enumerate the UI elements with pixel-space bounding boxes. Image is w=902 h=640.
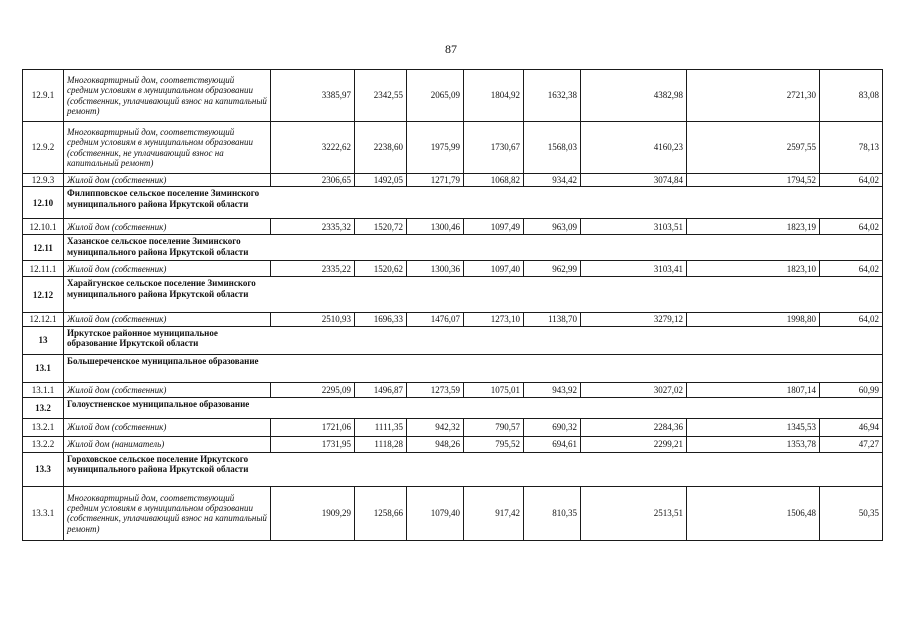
table-row [23, 436, 883, 452]
value-cell: 1079,40 [407, 486, 464, 540]
row-code: 13.2.2 [23, 436, 64, 452]
value-cell: 1804,92 [464, 70, 524, 122]
row-description: Жилой дом (собственник) [64, 261, 271, 277]
table-row [23, 418, 883, 436]
section-title-text: Большереченское муниципальное образование [67, 355, 259, 366]
value-cell: 790,57 [464, 418, 524, 436]
value-cell: 47,27 [820, 436, 883, 452]
value-cell: 1273,59 [407, 382, 464, 397]
value-cell: 1300,36 [407, 261, 464, 277]
value-cell: 3385,97 [271, 70, 355, 122]
row-code: 12.12 [23, 277, 64, 313]
value-cell: 2721,30 [687, 70, 820, 122]
value-cell: 1111,35 [355, 418, 407, 436]
value-cell: 50,35 [820, 486, 883, 540]
value-cell: 1353,78 [687, 436, 820, 452]
value-cell: 64,02 [820, 219, 883, 235]
value-cell: 1097,40 [464, 261, 524, 277]
value-cell: 2335,32 [271, 219, 355, 235]
row-description: Многоквартирный дом, соответствующий средним условиям в муниципальном образовании (собственник, уплачивающий взнос на капитальный ремонт) [64, 70, 271, 122]
row-description: Жилой дом (наниматель) [64, 436, 271, 452]
value-cell: 962,99 [524, 261, 581, 277]
value-cell: 4382,98 [581, 70, 687, 122]
row-code: 12.11.1 [23, 261, 64, 277]
section-title-text: Иркутское районное муниципальное образование Иркутской области [67, 327, 218, 349]
value-cell: 1492,05 [355, 174, 407, 187]
value-cell: 2342,55 [355, 70, 407, 122]
value-cell: 64,02 [820, 174, 883, 187]
section-title [64, 277, 883, 313]
value-cell: 78,13 [820, 122, 883, 174]
row-code: 13.1.1 [23, 382, 64, 397]
value-cell: 2510,93 [271, 313, 355, 326]
page-number: 87 [445, 42, 457, 56]
value-cell: 1730,67 [464, 122, 524, 174]
value-cell: 3103,51 [581, 219, 687, 235]
value-cell: 2597,55 [687, 122, 820, 174]
value-cell: 1520,72 [355, 219, 407, 235]
section-title [64, 452, 883, 486]
value-cell: 1496,87 [355, 382, 407, 397]
value-cell: 2295,09 [271, 382, 355, 397]
row-code: 13.1 [23, 354, 64, 382]
value-cell: 1696,33 [355, 313, 407, 326]
table-row [23, 313, 883, 326]
tariff-table [22, 69, 883, 541]
table-row [23, 70, 883, 122]
section-title [64, 187, 883, 219]
section-title-text: Харайгунское сельское поселение Зиминского муниципального района Иркутской области [67, 278, 256, 299]
value-cell: 963,09 [524, 219, 581, 235]
section-row [23, 354, 883, 382]
value-cell: 810,35 [524, 486, 581, 540]
value-cell: 4160,23 [581, 122, 687, 174]
section-row [23, 235, 883, 261]
value-cell: 934,42 [524, 174, 581, 187]
value-cell: 1909,29 [271, 486, 355, 540]
section-row [23, 397, 883, 418]
value-cell: 64,02 [820, 261, 883, 277]
row-code: 13.2.1 [23, 418, 64, 436]
value-cell: 1476,07 [407, 313, 464, 326]
value-cell: 1271,79 [407, 174, 464, 187]
value-cell: 1138,70 [524, 313, 581, 326]
value-cell: 943,92 [524, 382, 581, 397]
table-row [23, 261, 883, 277]
value-cell: 1258,66 [355, 486, 407, 540]
section-row [23, 187, 883, 219]
row-code: 12.10 [23, 187, 64, 219]
value-cell: 3279,12 [581, 313, 687, 326]
value-cell: 690,32 [524, 418, 581, 436]
value-cell: 1118,28 [355, 436, 407, 452]
row-code: 13.2 [23, 397, 64, 418]
row-code: 12.11 [23, 235, 64, 261]
value-cell: 1998,80 [687, 313, 820, 326]
row-code: 13 [23, 326, 64, 354]
section-title-text: Филипповское сельское поселение Зиминского муниципального района Иркутской области [67, 188, 260, 209]
section-title [64, 326, 883, 354]
row-code: 12.9.2 [23, 122, 64, 174]
value-cell: 83,08 [820, 70, 883, 122]
value-cell: 948,26 [407, 436, 464, 452]
value-cell: 1097,49 [464, 219, 524, 235]
value-cell: 942,32 [407, 418, 464, 436]
value-cell: 3074,84 [581, 174, 687, 187]
value-cell: 1520,62 [355, 261, 407, 277]
value-cell: 1345,53 [687, 418, 820, 436]
section-title [64, 354, 883, 382]
table-row [23, 382, 883, 397]
value-cell: 3103,41 [581, 261, 687, 277]
value-cell: 1300,46 [407, 219, 464, 235]
table-row [23, 174, 883, 187]
value-cell: 3027,02 [581, 382, 687, 397]
row-code: 12.9.1 [23, 70, 64, 122]
value-cell: 2238,60 [355, 122, 407, 174]
table-row [23, 122, 883, 174]
row-description: Жилой дом (собственник) [64, 382, 271, 397]
value-cell: 1794,52 [687, 174, 820, 187]
value-cell: 2306,65 [271, 174, 355, 187]
row-code: 12.10.1 [23, 219, 64, 235]
row-code: 13.3.1 [23, 486, 64, 540]
row-description: Жилой дом (собственник) [64, 313, 271, 326]
section-title [64, 235, 883, 261]
section-row [23, 277, 883, 313]
row-code: 13.3 [23, 452, 64, 486]
row-code: 12.12.1 [23, 313, 64, 326]
row-code: 12.9.3 [23, 174, 64, 187]
value-cell: 1807,14 [687, 382, 820, 397]
value-cell: 795,52 [464, 436, 524, 452]
value-cell: 1823,10 [687, 261, 820, 277]
table-row [23, 219, 883, 235]
section-title-text: Голоустненское муниципальное образование [67, 398, 250, 409]
value-cell: 2513,51 [581, 486, 687, 540]
section-row [23, 452, 883, 486]
value-cell: 1731,95 [271, 436, 355, 452]
value-cell: 1823,19 [687, 219, 820, 235]
value-cell: 46,94 [820, 418, 883, 436]
value-cell: 2335,22 [271, 261, 355, 277]
section-title-text: Хазанское сельское поселение Зиминского муниципального района Иркутской области [67, 236, 249, 257]
value-cell: 3222,62 [271, 122, 355, 174]
value-cell: 1721,06 [271, 418, 355, 436]
value-cell: 694,61 [524, 436, 581, 452]
value-cell: 917,42 [464, 486, 524, 540]
value-cell: 1975,99 [407, 122, 464, 174]
row-description: Жилой дом (собственник) [64, 418, 271, 436]
row-description: Жилой дом (собственник) [64, 174, 271, 187]
section-title [64, 397, 883, 418]
value-cell: 64,02 [820, 313, 883, 326]
row-description: Многоквартирный дом, соответствующий средним условиям в муниципальном образовании (собственник, не уплачивающий взнос на капитальный ремонт) [64, 122, 271, 174]
value-cell: 1506,48 [687, 486, 820, 540]
value-cell: 1568,03 [524, 122, 581, 174]
value-cell: 2299,21 [581, 436, 687, 452]
value-cell: 2065,09 [407, 70, 464, 122]
value-cell: 1632,38 [524, 70, 581, 122]
section-title-text: Гороховское сельское поселение Иркутского муниципального района Иркутской области [67, 453, 249, 475]
table-row [23, 486, 883, 540]
value-cell: 60,99 [820, 382, 883, 397]
section-row [23, 326, 883, 354]
value-cell: 2284,36 [581, 418, 687, 436]
value-cell: 1273,10 [464, 313, 524, 326]
value-cell: 1068,82 [464, 174, 524, 187]
row-description: Жилой дом (собственник) [64, 219, 271, 235]
value-cell: 1075,01 [464, 382, 524, 397]
row-description: Многоквартирный дом, соответствующий средним условиям в муниципальном образовании (собственник, уплачивающий взнос на капитальный ремонт) [64, 486, 271, 540]
